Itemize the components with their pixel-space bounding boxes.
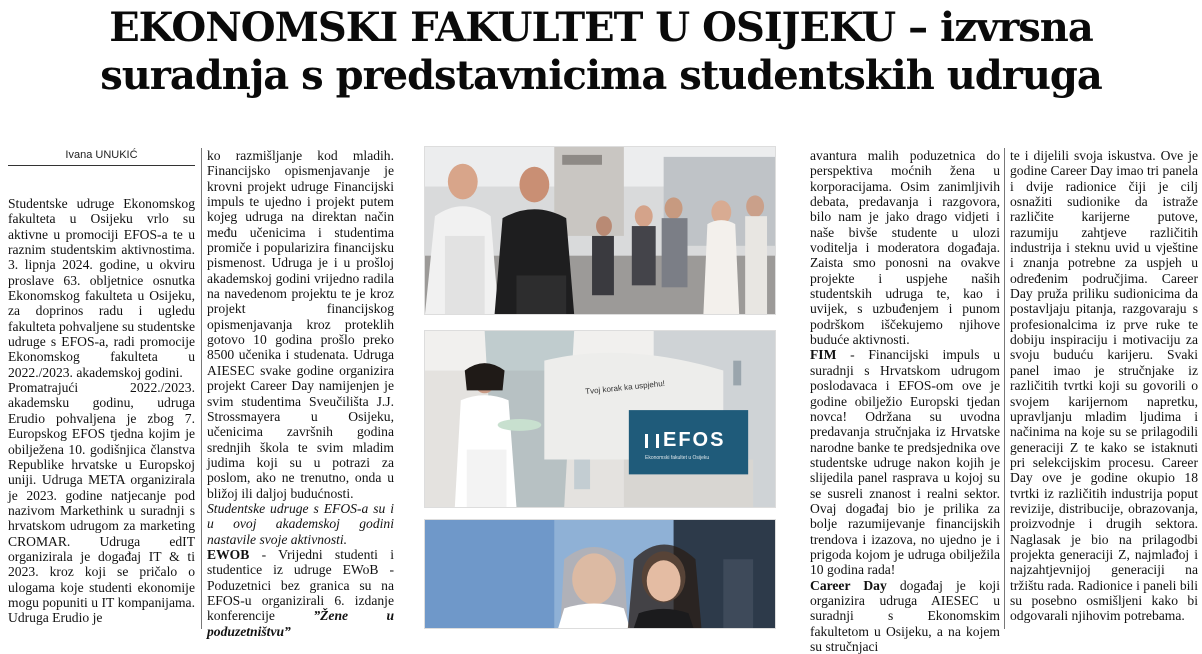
headline-line-2: suradnja s predstavnicima studentskih udruga — [100, 52, 1102, 99]
photo-students-event — [424, 146, 776, 315]
headline — [0, 4, 1202, 100]
paragraph-text: - Vrijedni studenti i studentice iz udruge EWoB - Poduzetnici bez granica su na EFOS-u organizirali 6. izdanje konferencije — [207, 546, 394, 624]
section-label-ewob: EWOB — [207, 546, 250, 562]
paragraph: te i dijelili svoja iskustva. Ove je godine Career Day imao tri panela i dvije radionice čiji je cilj osnažiti sudionike da istraže različite karijerne putove, razumiju zahtjeve različitih industrija i steknu uvid u vještine i znanja potrebne za uspjeh u određenim područjima. Career Day pruža priliku sudionicima da postavljaju pitanja, razgovaraju s profesionalcima iz prve ruke te dobiju inspiraciju i motivaciju za svoju buduću karijeru. Svaki panel imao je stručnjake iz različitih tvrtki koji su govorili o svojem karijernom napretku, upravljanju mladim ljudima i načinima na koje su se prilagodili generaciji Z te kako se istaknuti pri selekcijskim procesu. Career Day ove je godine okupio 18 tvrtki iz različitih industrija poput revizije, distribucije, obrazovanja, proizvodnje i drugih sektora. Naglasak je bio na prilagodbi projekta generaciji Z, najmlađoj i najzahtjevnijoj generaciji na tržištu rada. Radionice i paneli bili su posebno osmišljeni kako bi odgovarali njihovim potrebama. — [1010, 148, 1198, 624]
paragraph: ko razmišljanje kod mladih. Financijsko opismenjavanje je krovni projekt udruge Financijski impuls te ujedno i projekt putem kojeg udruga na direktan način među učenicima i studentima promiče i popularizira financijsku pismenost. Udruga je i u prošloj akademskoj godini vrijedno radila na navedenom projektu te je kroz projekt financijskog opismenjavanja kroz proteklih gotovo 10 godina prošlo preko 8500 učenika i studenata. Udruga AIESEC svake godine organizira projekt Career Day namijenjen je svim studentima Sveučilišta J.J. Strossmayera u Osijeku, učenicima završnih godina srednjih škola te svim mladim judima koji su u potrazi za poslom, ako ne trenutno, onda u bližoj ili daljoj budućnosti. — [207, 148, 394, 501]
paragraph: Promatrajući 2022./2023. akademsku godinu, udruga Erudio pohvaljena je zbog 7. Europskog EFOS tjedna kojim je obilježena 10. godišnjica članstva Republike hrvatske u Europskoj uniji. Udruga META organizirala je 2023. godine natjecanje pod nazivom Markethink u suradnji s hrvatskom udrugom za marketing CROMAR. Udruga edIT organizirala je događaj IT & ti 2023. kroz koji se pričalo o ulogama koje studenti ekonomije mogu popuniti u IT kompanijama. Udruga Erudio je — [8, 380, 195, 626]
paragraph — [207, 547, 394, 639]
paragraph: Studentske udruge Ekonomskog fakulteta u Osijeku vrlo su aktivne u promociji EFOS-a te u raznim studentskim aktivnostima. 3. lipnja 2024. godine, u okviru proslave 63. obljetnice osnutka Ekonomskog fakulteta u Osijeku, za doprinos radu i ugledu fakulteta pohvaljene su studentske udruge s EFOS-a, radi promocije Ekonomskog fakulteta u 2022./2023. akademskoj godini. — [8, 196, 195, 380]
article-column-4 — [1010, 148, 1198, 629]
stand-banner-text: Tvoj korak ka uspjehu! — [584, 378, 666, 397]
paragraph — [810, 578, 1000, 654]
column-divider — [201, 148, 202, 629]
quote-text: ”Žene u poduzetništvu” — [207, 608, 395, 639]
efos-logo-bars-icon — [645, 434, 659, 448]
headline-line-1: EKONOMSKI FAKULTET U OSIJEKU – izvrsna — [109, 4, 1093, 51]
paragraph — [810, 347, 1000, 577]
efos-logo-subtext: Ekonomski fakultet u Osijeku — [645, 455, 710, 461]
article-column-3 — [810, 148, 1000, 654]
article-column-2 — [207, 148, 395, 639]
paragraph-italic: Studentske udruge s EFOS-a su i u ovoj akademskoj godini nastavile svoje aktivnosti. — [207, 500, 394, 547]
efos-logo-text: EFOS — [663, 429, 726, 451]
paragraph-text: događaj je koji organizira udruga AIESEC u suradnji s Ekonomskim fakultetom u Osijeku, a na kojem su stručnjaci — [810, 577, 1000, 654]
photo-smiling-students — [424, 519, 776, 629]
paragraph-text: - Financijski impuls u suradnji s Hrvatskom udrugom poslodavaca i EFOS-om ove je godine obilježio Europski tjedan novca! Održana su uvodna predavanja stručnjaka iz Hrvatske narodne banke te predsjednika ove studentske udruge nakon kojih je slijedila panel rasprava u kojoj su se susreli znanost i realni sektor. Ovaj događaj bio je prilika za bolje razumijevanje financijskih trendova i izazova, no ujedno je i prigoda kojom je udruga obilježila 10 godina rada! — [810, 347, 1000, 578]
efos-logo — [645, 429, 745, 461]
column-divider — [1004, 148, 1005, 629]
author-byline: Ivana UNUKIĆ — [8, 148, 195, 166]
paragraph: avantura malih poduzetnica do perspektiva moćnih žena u korporacijama. Osim zanimljivih debata, predavanja i razgovora, bilo nam je jako drago vidjeti i naše bivše studente u ulozi voditelja i moderatora događaja. Zaista smo ponosni na ovakve projekte i uspjehe naših studentskih udruga te, kao i uvijek, s uzbuđenjem i punom podrškom iščekujemo njihove buduće aktivnosti. — [810, 148, 1000, 348]
section-label-fim: FIM — [810, 347, 837, 363]
article-column-1 — [8, 148, 195, 629]
photo-efos-stand — [424, 330, 776, 508]
section-label-career-day: Career Day — [810, 577, 887, 593]
